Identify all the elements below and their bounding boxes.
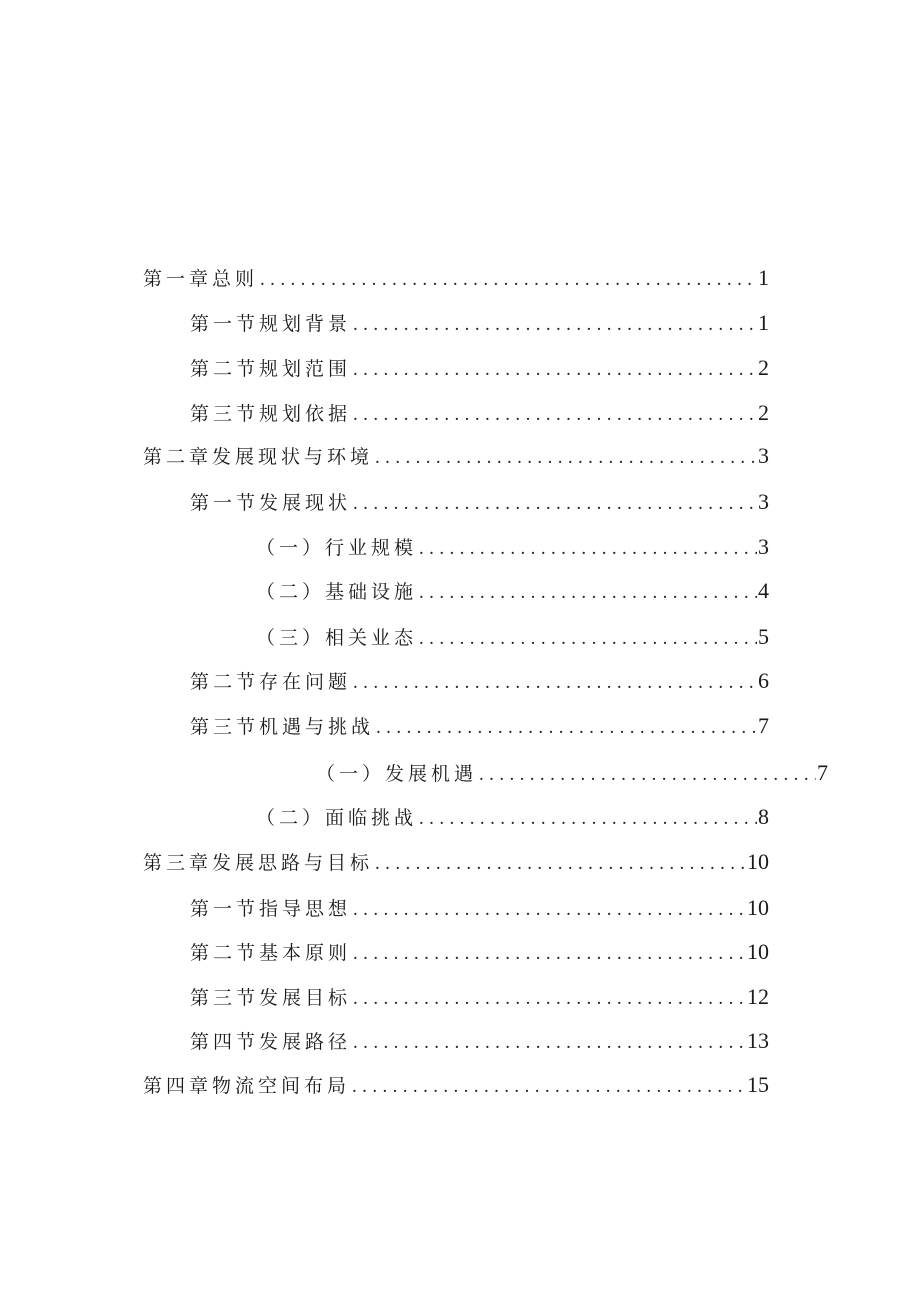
toc-entry-title: （三）相关业态 xyxy=(256,627,418,649)
toc-entry-title: 第一节指导思想 xyxy=(190,898,352,920)
toc-dot-leader xyxy=(351,355,757,385)
toc-page-number: 3 xyxy=(758,443,769,468)
toc-page-number: 10 xyxy=(747,895,769,920)
toc-entry-title: 第三章发展思路与目标 xyxy=(143,852,374,874)
toc-entry-title: 第一节规划背景 xyxy=(190,313,352,335)
toc-entry-title: 第一章总则 xyxy=(143,268,259,290)
toc-entry-subsection[interactable] xyxy=(256,576,769,606)
toc-dot-leader xyxy=(351,668,757,698)
toc-dot-leader xyxy=(351,939,746,969)
toc-entry-chapter[interactable] xyxy=(143,441,769,471)
toc-dot-leader xyxy=(351,489,757,519)
toc-entry-title: 第二节存在问题 xyxy=(190,671,352,693)
toc-entry-section[interactable] xyxy=(190,982,769,1012)
toc-entry-section[interactable] xyxy=(190,937,769,967)
toc-entry-title: 第三节规划依据 xyxy=(190,403,352,425)
toc-page-number: 8 xyxy=(758,804,769,829)
toc-entry-title: 第一节发展现状 xyxy=(190,492,352,514)
toc-entry-title: 第二章发展现状与环境 xyxy=(143,446,374,468)
toc-entry-section[interactable] xyxy=(190,711,769,741)
toc-page-number: 1 xyxy=(758,310,769,335)
toc-page-number: 4 xyxy=(758,578,769,603)
toc-page-number: 10 xyxy=(747,939,769,964)
toc-entry-section[interactable] xyxy=(190,893,769,923)
toc-entry-chapter[interactable] xyxy=(143,263,769,293)
toc-entry-title: （一）发展机遇 xyxy=(316,763,478,785)
toc-page-number: 15 xyxy=(747,1072,769,1097)
toc-dot-leader xyxy=(351,1028,746,1058)
toc-page-number: 2 xyxy=(758,400,769,425)
toc-page-number: 10 xyxy=(747,849,769,874)
toc-page-number: 1 xyxy=(758,265,769,290)
toc-entry-title: 第三节机遇与挑战 xyxy=(190,716,375,738)
toc-dot-leader xyxy=(373,849,746,879)
toc-entry-title: （二）基础设施 xyxy=(256,581,418,603)
toc-entry-chapter[interactable] xyxy=(143,1070,769,1100)
toc-page-number: 2 xyxy=(758,355,769,380)
toc-entry-title: 第二节基本原则 xyxy=(190,942,352,964)
toc-entry-section[interactable] xyxy=(190,666,769,696)
toc-page-number: 7 xyxy=(758,713,769,738)
toc-entry-section[interactable] xyxy=(190,1026,769,1056)
toc-dot-leader xyxy=(351,984,746,1014)
toc-page-number: 3 xyxy=(758,489,769,514)
toc-dot-leader xyxy=(351,400,757,430)
toc-entry-title: 第三节发展目标 xyxy=(190,987,352,1009)
toc-dot-leader xyxy=(417,534,757,564)
toc-entry-subsection[interactable] xyxy=(256,802,769,832)
toc-page-number: 3 xyxy=(758,534,769,559)
toc-entry-title: （二）面临挑战 xyxy=(256,807,418,829)
toc-dot-leader xyxy=(258,265,757,295)
toc-entry-section[interactable] xyxy=(190,398,769,428)
toc-page-number: 12 xyxy=(747,984,769,1009)
toc-entry-title: 第四节发展路径 xyxy=(190,1031,352,1053)
toc-entry-title: （一）行业规模 xyxy=(256,537,418,559)
toc-entry-title: 第二节规划范围 xyxy=(190,358,352,380)
toc-dot-leader xyxy=(417,578,757,608)
toc-page-number: 6 xyxy=(758,668,769,693)
toc-entry-subsection[interactable] xyxy=(256,622,769,652)
toc-entry-subsection[interactable] xyxy=(316,758,828,788)
toc-dot-leader xyxy=(350,1072,746,1102)
toc-dot-leader xyxy=(417,804,757,834)
toc-entry-section[interactable] xyxy=(190,487,769,517)
toc-page-number: 7 xyxy=(817,760,828,785)
toc-entry-section[interactable] xyxy=(190,308,769,338)
toc-entry-title: 第四章物流空间布局 xyxy=(143,1075,351,1097)
toc-page-number: 13 xyxy=(747,1028,769,1053)
toc-entry-chapter[interactable] xyxy=(143,847,769,877)
toc-dot-leader xyxy=(373,443,757,473)
toc-entry-section[interactable] xyxy=(190,353,769,383)
toc-dot-leader xyxy=(417,624,757,654)
toc-dot-leader xyxy=(477,760,816,790)
toc-dot-leader xyxy=(374,713,757,743)
toc-page-number: 5 xyxy=(758,624,769,649)
toc-entry-subsection[interactable] xyxy=(256,532,769,562)
toc-dot-leader xyxy=(351,895,746,925)
toc-dot-leader xyxy=(351,310,757,340)
